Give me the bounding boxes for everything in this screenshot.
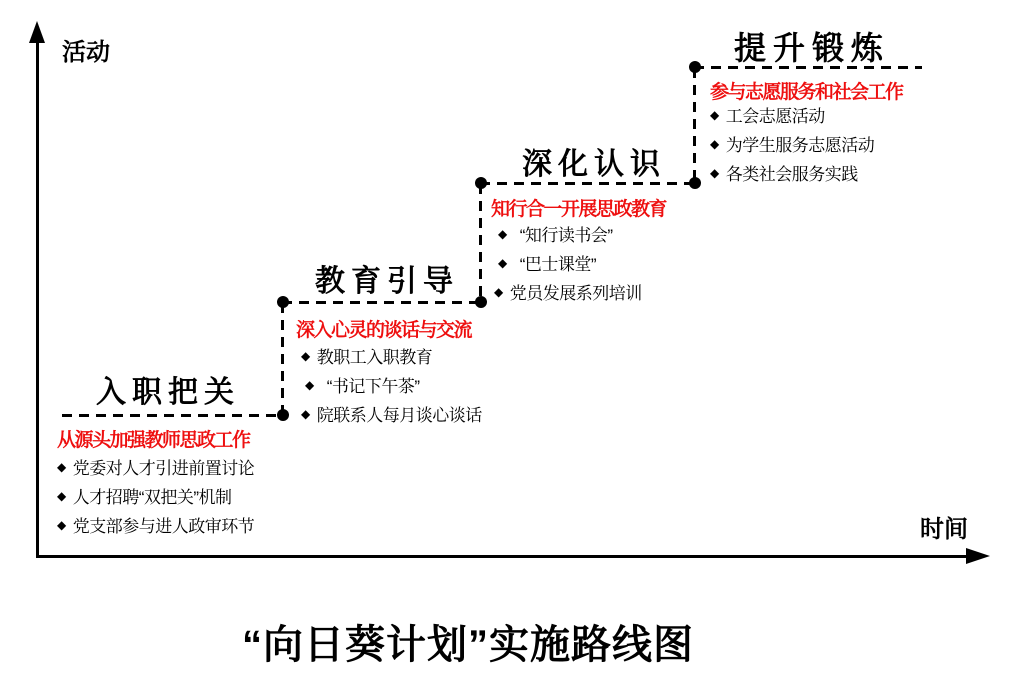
list-item-text: 各类社会服务实践 (725, 165, 858, 184)
diamond-bullet-icon: ◆ (57, 488, 66, 503)
diamond-bullet-icon: ◆ (57, 459, 66, 474)
step-1-bullet-list (57, 452, 254, 539)
step-1-dashed-line (62, 414, 283, 417)
x-axis-line (36, 555, 972, 558)
list-item (57, 510, 254, 539)
diamond-bullet-icon: ◆ (498, 226, 507, 241)
step-2-highlight: 深入心灵的谈话与交流 (296, 320, 472, 341)
list-item (301, 399, 482, 428)
list-item (494, 219, 642, 248)
list-item (494, 248, 642, 277)
diamond-bullet-icon: ◆ (301, 406, 310, 421)
step-4-title: 提升锻炼 (734, 30, 891, 66)
step-4-highlight: 参与志愿服务和社会工作 (710, 82, 903, 103)
y-axis-arrowhead-icon (29, 21, 45, 43)
list-item-text: 党委对人才引进前置讨论 (72, 459, 255, 478)
list-item (710, 158, 874, 187)
diamond-bullet-icon: ◆ (710, 136, 719, 151)
list-item-text: “巴士课堂” (519, 255, 597, 274)
list-item-text: 工会志愿活动 (725, 107, 825, 126)
diamond-bullet-icon: ◆ (305, 377, 314, 392)
step-3-bullet-list (494, 219, 642, 306)
y-axis-label: 活动 (62, 39, 110, 66)
list-item (301, 341, 482, 370)
node-dot (689, 177, 701, 189)
list-item (494, 277, 642, 306)
connector-step1-step2 (281, 303, 284, 416)
list-item-text: 人才招聘“双把关”机制 (72, 488, 232, 507)
list-item (710, 129, 874, 158)
node-dot (277, 296, 289, 308)
diamond-bullet-icon: ◆ (57, 517, 66, 532)
step-2-dashed-line (282, 301, 481, 304)
step-2-bullet-list (301, 341, 482, 428)
y-axis-line (36, 38, 39, 558)
step-3-highlight: 知行合一开展思政教育 (491, 199, 667, 220)
list-item (57, 481, 254, 510)
connector-step2-step3 (479, 184, 482, 303)
node-dot (689, 61, 701, 73)
page-title: “向日葵计划”实施路线图 (242, 623, 694, 667)
list-item-text: 教职工入职教育 (316, 348, 433, 367)
diamond-bullet-icon: ◆ (710, 165, 719, 180)
list-item-text: “书记下午茶” (326, 377, 420, 396)
step-1-title: 入职把关 (96, 376, 240, 409)
step-3-title: 深化认识 (522, 148, 666, 181)
step-2-title: 教育引导 (315, 265, 459, 298)
list-item-text: 为学生服务志愿活动 (725, 136, 875, 155)
list-item (301, 370, 482, 399)
node-dot (475, 177, 487, 189)
step-4-bullet-list (710, 100, 874, 187)
diamond-bullet-icon: ◆ (710, 107, 719, 122)
list-item-text: 党员发展系列培训 (509, 284, 642, 303)
list-item-text: 党支部参与进人政审环节 (72, 517, 255, 536)
x-axis-arrowhead-icon (966, 548, 990, 564)
node-dot (475, 296, 487, 308)
list-item (710, 100, 874, 129)
list-item (57, 452, 254, 481)
diamond-bullet-icon: ◆ (301, 348, 310, 363)
list-item-text: 院联系人每月谈心谈话 (316, 406, 482, 425)
diamond-bullet-icon: ◆ (498, 255, 507, 270)
step-1-highlight: 从源头加强教师思政工作 (57, 430, 250, 451)
x-axis-label: 时间 (920, 516, 968, 543)
connector-step3-step4 (693, 68, 696, 184)
diamond-bullet-icon: ◆ (494, 284, 503, 299)
node-dot (277, 409, 289, 421)
list-item-text: “知行读书会” (519, 226, 613, 245)
